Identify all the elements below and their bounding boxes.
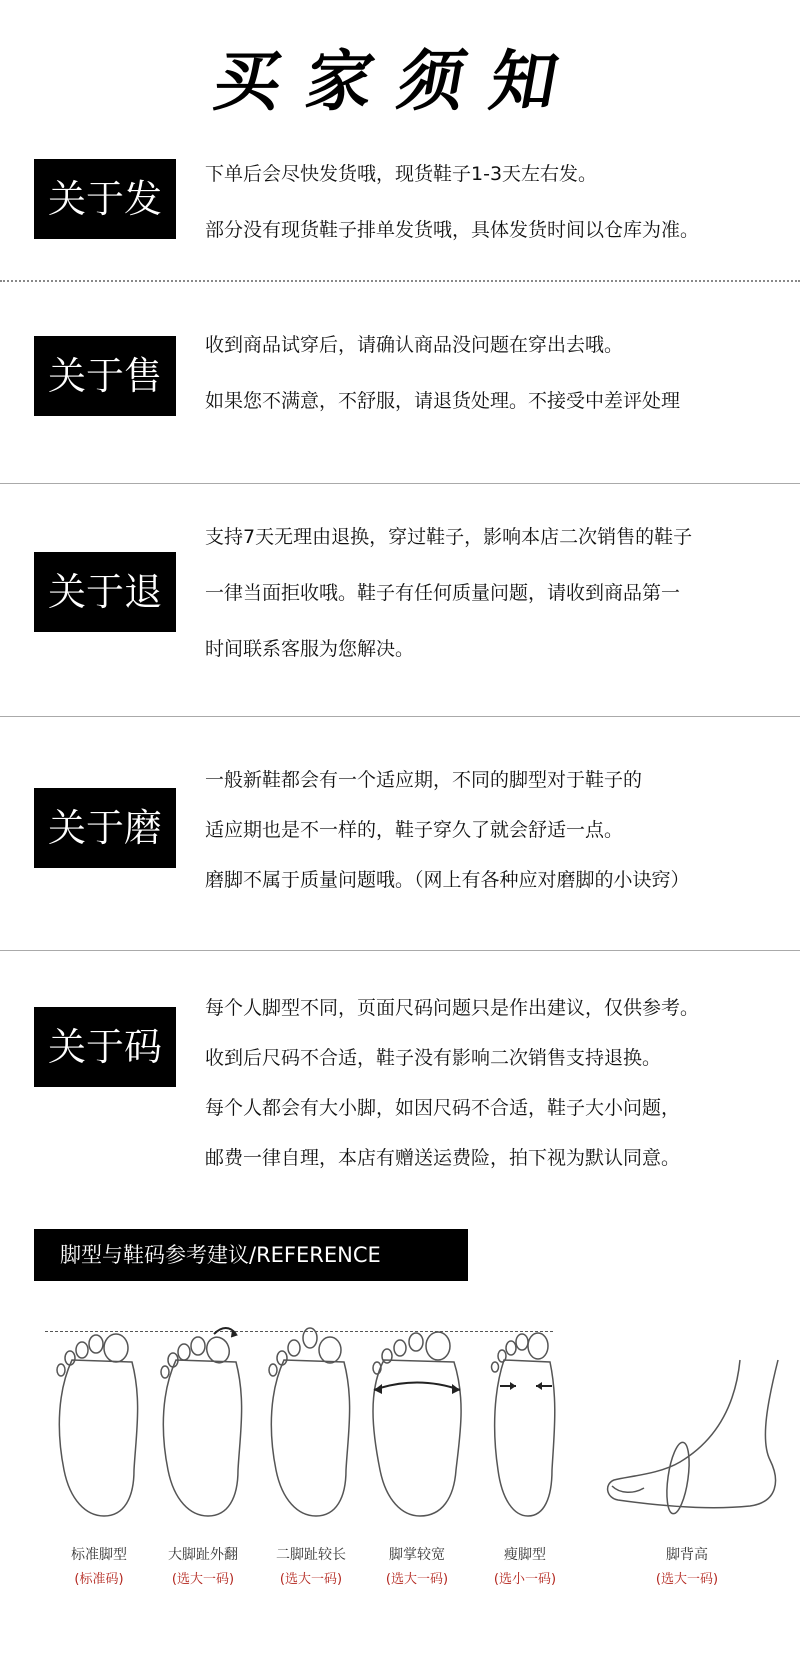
divider [0,483,800,484]
section-line: 一般新鞋都会有一个适应期，不同的脚型对于鞋子的 [205,769,643,791]
divider [0,716,800,717]
section-label: 关于发货 [34,159,176,239]
foot-high-instep [600,1320,790,1587]
section-line: 邮费一律自理，本店有赠送运费险，拍下视为默认同意。 [205,1147,681,1169]
divider [0,950,800,951]
section-line: 下单后会尽快发货哦，现货鞋子1-3天左右发。 [205,163,598,185]
section-line: 收到后尺码不合适，鞋子没有影响二次销售支持退换。 [205,1047,662,1069]
foot-bunion [148,1320,258,1587]
foot-long-second-toe [256,1320,366,1587]
foot-long-second-toe-icon [256,1320,366,1520]
foot-slim [470,1320,580,1587]
foot-bunion-icon [148,1320,258,1520]
section-line: 磨脚不属于质量问题哦。（网上有各种应对磨脚的小诀窍） [205,869,690,891]
section-label: 关于售后 [34,336,176,416]
section-line: 支持7天无理由退换，穿过鞋子，影响本店二次销售的鞋子 [205,526,693,548]
foot-size: (选大一码) [171,1572,235,1587]
section-line: 时间联系客服为您解决。 [205,638,415,660]
foot-high-instep-icon [600,1320,790,1520]
foot-name: 标准脚型 [71,1547,127,1563]
section-line: 一律当面拒收哦。鞋子有任何质量问题，请收到商品第一 [205,582,681,604]
foot-size: (选大一码) [385,1572,449,1587]
section-line: 如果您不满意，不舒服，请退货处理。不接受中差评处理 [205,390,681,412]
foot-name: 脚背高 [666,1547,708,1563]
section-label: 关于码数 [34,1007,176,1087]
foot-wide-icon [362,1320,472,1520]
foot-standard [44,1320,154,1587]
section-line: 适应期也是不一样的，鞋子穿久了就会舒适一点。 [205,819,624,841]
foot-type-guide [0,1320,800,1600]
section-line: 收到商品试穿后，请确认商品没问题在穿出去哦。 [205,334,624,356]
foot-size: (标准码) [74,1572,124,1587]
foot-name: 大脚趾外翻 [168,1547,238,1563]
section-line: 部分没有现货鞋子排单发货哦，具体发货时间以仓库为准。 [205,219,700,241]
divider [0,280,800,282]
foot-standard-icon [44,1320,154,1520]
section-line: 每个人都会有大小脚，如因尺码不合适，鞋子大小问题， [205,1097,681,1119]
foot-name: 二脚趾较长 [276,1547,346,1563]
reference-title: 脚型与鞋码参考建议/REFERENCE [34,1229,468,1281]
page-title: 买家须知 [208,42,590,120]
foot-size: (选小一码) [493,1572,557,1587]
foot-wide [362,1320,472,1587]
foot-size: (选大一码) [279,1572,343,1587]
foot-name: 脚掌较宽 [389,1547,445,1563]
section-label: 关于磨脚 [34,788,176,868]
section-line: 每个人脚型不同，页面尺码问题只是作出建议，仅供参考。 [205,997,700,1019]
foot-name: 瘦脚型 [504,1547,546,1563]
foot-slim-icon [470,1320,580,1520]
foot-size: (选大一码) [655,1572,719,1587]
section-label: 关于退换 [34,552,176,632]
